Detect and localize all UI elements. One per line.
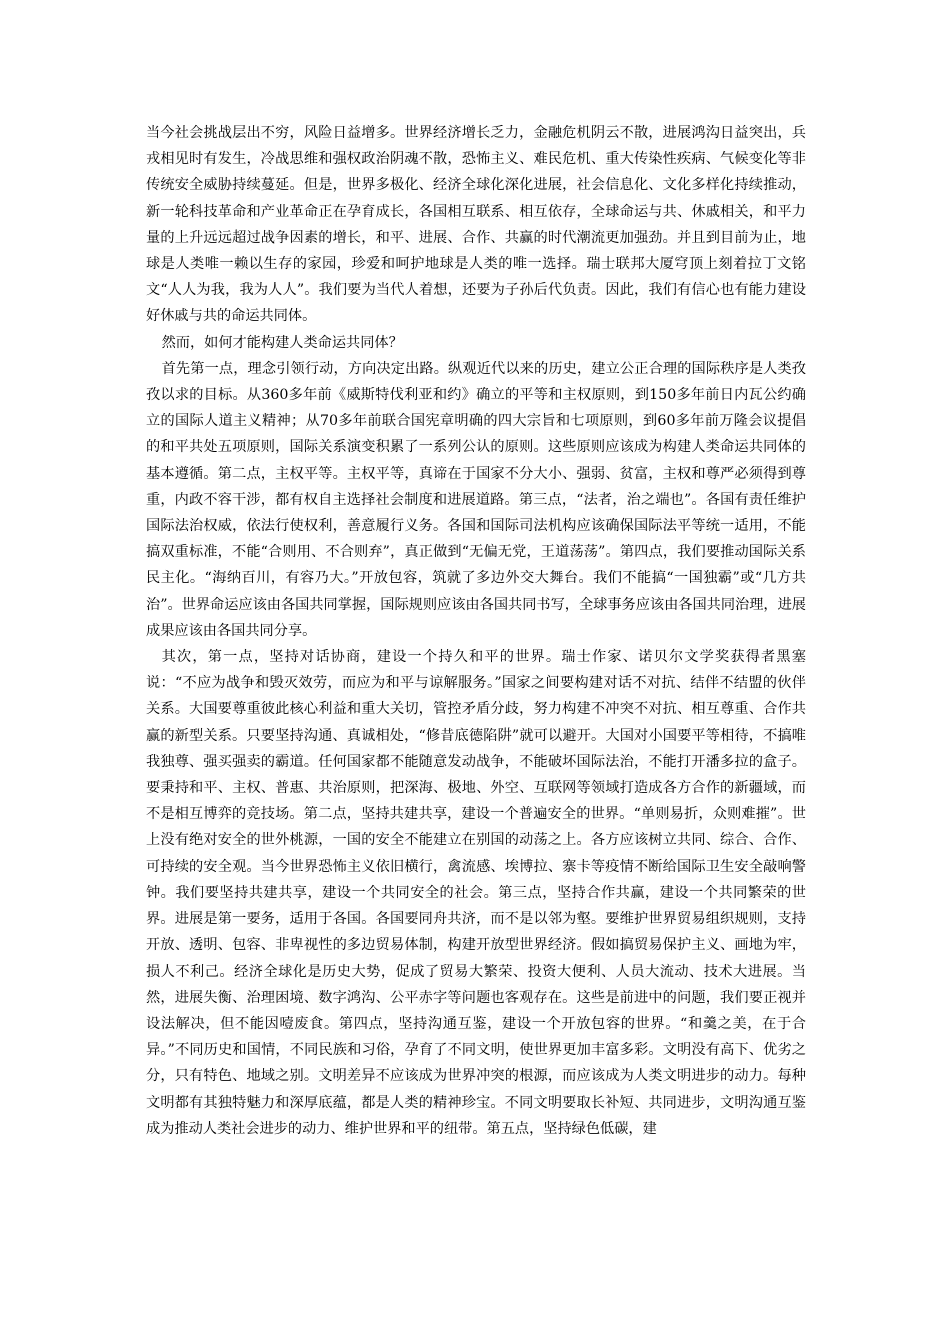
paragraph-4: 其次，第一点，坚持对话协商，建设一个持久和平的世界。瑞士作家、诺贝尔文学奖获得者黑塞说：“不应为战争和毁灭效劳，而应为和平与谅解服务。”国家之间要构建对话不对抗、结伴不结盟的伙伴关系。大国要尊重彼此核心利益和重大关切，管控矛盾分歧，努力构建不冲突不对抗、相互尊重、合作共赢的新型关系。只要坚持沟通、真诚相处，“修昔底德陷阱”就可以避开。大国对小国要平等相待，不搞唯我独尊、强买强卖的霸道。任何国家都不能随意发动战争，不能破坏国际法治，不能打开潘多拉的盒子。要秉持和平、主权、普惠、共治原则，把深海、极地、外空、互联网等领域打造成各方合作的新疆域，而不是相互博弈的竞技场。第二点，坚持共建共享，建设一个普遍安全的世界。“单则易折，众则难摧”。世上没有绝对安全的世外桃源，一国的安全不能建立在别国的动荡之上。各方应该树立共同、综合、合作、可持续的安全观。当今世界恐怖主义依旧横行，禽流感、埃博拉、寨卡等疫情不断给国际卫生安全敲响警钟。我们要坚持共建共享，建设一个共同安全的社会。第三点，坚持合作共赢，建设一个共同繁荣的世界。进展是第一要务，适用于各国。各国要同舟共济，而不是以邻为壑。要维护世界贸易组织规则，支持开放、透明、包容、非卑视性的多边贸易体制，构建开放型世界经济。假如搞贸易保护主义、画地为牢，损人不利己。经济全球化是历史大势，促成了贸易大繁荣、投资大便利、人员大流动、技术大进展。当然，进展失衡、治理困境、数字鸿沟、公平赤字等问题也客观存在。这些是前进中的问题，我们要正视并设法解决，但不能因噎废食。第四点，坚持沟通互鉴，建设一个开放包容的世界。“和羹之美，在于合异。”不同历史和国情，不同民族和习俗，孕育了不同文明，使世界更加丰富多彩。文明没有高下、优劣之分，只有特色、地域之别。文明差异不应该成为世界冲突的根源，而应该成为人类文明进步的动力。每种文明都有其独特魅力和深厚底蕴，都是人类的精神珍宝。不同文明要取长补短、共同进步，文明沟通互鉴成为推动人类社会进步的动力、维护世界和平的纽带。第五点，坚持绿色低碳，建	[146, 649, 806, 1137]
document-page	[146, 120, 806, 1142]
paragraph-2: 然而，如何才能构建人类命运共同体？	[161, 334, 403, 351]
paragraph-3: 首先第一点，理念引领行动，方向决定出路。纵观近代以来的历史，建立公正合理的国际秩序是人类孜孜以求的目标。从360多年前《威斯特伐利亚和约》确立的平等和主权原则，到150多年前日内瓦公约确立的国际人道主义精神；从70多年前联合国宪章明确的四大宗旨和七项原则，到60多年前万隆会议提倡的和平共处五项原则，国际关系演变积累了一系列公认的原则。这些原则应该成为构建人类命运共同体的基本遵循。第二点，主权平等。主权平等，真谛在于国家不分大小、强弱、贫富，主权和尊严必须得到尊重，内政不容干涉，都有权自主选择社会制度和进展道路。第三点，“法者，治之端也”。各国有责任维护国际法治权威，依法行使权利，善意履行义务。各国和国际司法机构应该确保国际法平等统一适用，不能搞双重标准，不能“合则用、不合则弃”，真正做到“无偏无党，王道荡荡”。第四点，我们要推动国际关系民主化。“海纳百川，有容乃大。”开放包容，筑就了多边外交大舞台。我们不能搞“一国独霸”或“几方共治”。世界命运应该由各国共同掌握，国际规则应该由各国共同书写，全球事务应该由各国共同治理，进展成果应该由各国共同分享。	[146, 360, 806, 639]
paragraph-1: 当今社会挑战层出不穷，风险日益增多。世界经济增长乏力，金融危机阴云不散，进展鸿沟日益突出，兵戎相见时有发生，冷战思维和强权政治阴魂不散，恐怖主义、难民危机、重大传染性疾病、气候变化等非传统安全威胁持续蔓延。但是，世界多极化、经济全球化深化进展，社会信息化、文化多样化持续推动，新一轮科技革命和产业革命正在孕育成长，各国相互联系、相互依存，全球命运与共、休戚相关，和平力量的上升远远超过战争因素的增长，和平、进展、合作、共赢的时代潮流更加强劲。并且到目前为止，地球是人类唯一赖以生存的家园，珍爱和呵护地球是人类的唯一选择。瑞士联邦大厦穹顶上刻着拉丁文铭文“人人为我，我为人人”。我们要为当代人着想，还要为子孙后代负责。因此，我们有信心也有能力建设好休戚与共的命运共同体。	[146, 125, 806, 325]
